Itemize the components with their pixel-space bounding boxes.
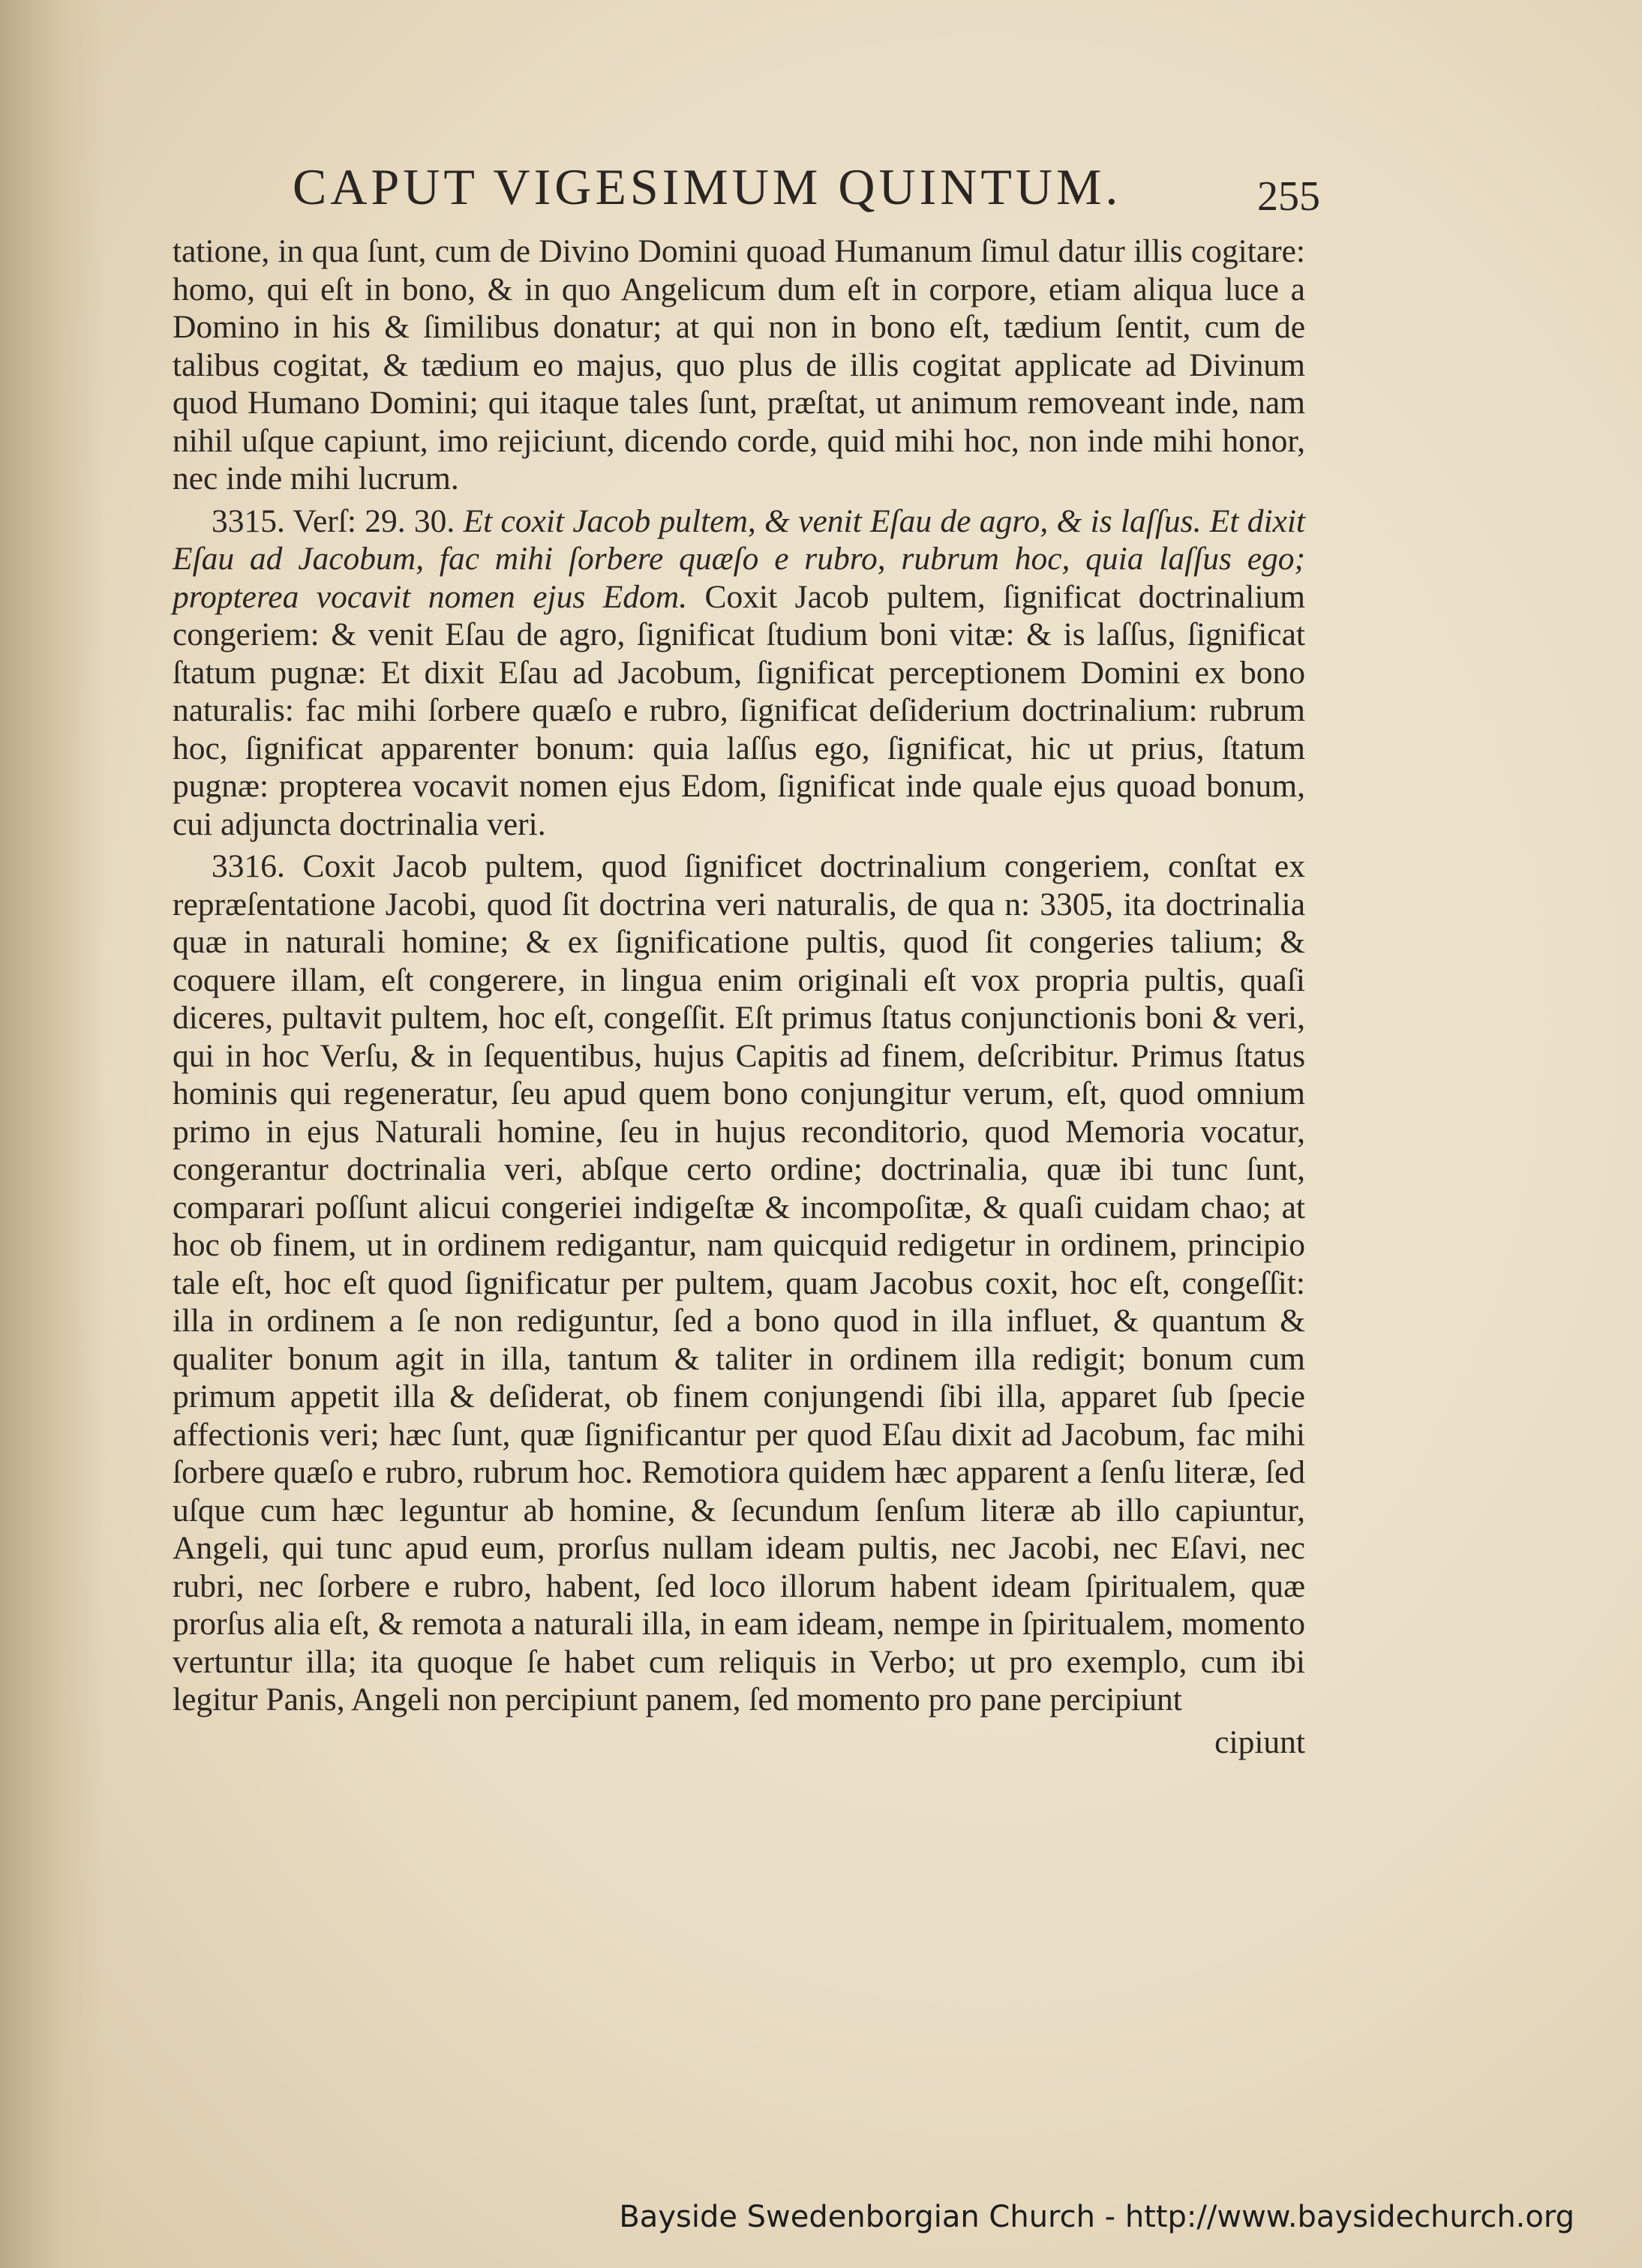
chapter-title: CAPUT VIGESIMUM QUINTUM. <box>293 158 1122 215</box>
running-head <box>173 150 1320 232</box>
watermark-text: Bayside Swedenborgian Church - http://www.baysidechurch.org <box>619 2200 1574 2234</box>
paragraph-lead: 3315. Verſ: 29. 30. <box>212 502 455 539</box>
paragraph-continuation: tatione, in qua ſunt, cum de Divino Domini quoad Humanum ſimul datur illis cogitare: homo, qui eſt in bono, & in quo Angelicum dum eſt in corpore, etiam aliqua luce a Domino in his & ſimilibus donatur; at qui non in bono eſt, tædium ſentit, cum de talibus cogitat, & tædium eo majus, quo plus de illis cogitat applicate ad Divinum quod Humano Domini; qui itaque tales ſunt, præſtat, ut animum removeant inde, nam nihil uſque capiunt, imo rejiciunt, dicendo corde, quid mihi hoc, non inde mihi honor, nec inde mihi lucrum. <box>173 233 1305 496</box>
paragraph-3315 <box>173 502 1305 844</box>
paragraph-3316: 3316. Coxit Jacob pultem, quod ſignificet doctrinalium congeriem, conſtat ex repræſentatione Jacobi, quod ſit doctrina veri naturalis, de qua n: 3305, ita doctrinalia quæ in naturali homine; & ex ſignificatione pultis, quod ſit congeries talium; & coquere illam, eſt congerere, in lingua enim originali eſt vox propria pultis, quaſi diceres, pultavit pultem, hoc eſt, congeſſit. Eſt primus ſtatus conjunctionis boni & veri, qui in hoc Verſu, & in ſequentibus, hujus Capitis ad finem, deſcribitur. Primus ſtatus hominis qui regeneratur, ſeu apud quem bono conjungitur verum, eſt, quod omnium primo in ejus Naturali homine, ſeu in hujus reconditorio, quod Memoria vocatur, congerantur doctrinalia veri, abſque certo ordine; doctrinalia, quæ ibi tunc ſunt, comparari poſſunt alicui congeriei indigeſtæ & incompoſitæ, & quaſi cuidam chao; at hoc ob finem, ut in ordinem redigantur, nam quicquid redigetur in ordinem, principio tale eſt, hoc eſt quod ſignificatur per pultem, quam Jacobus coxit, hoc eſt, congeſſit: illa in ordinem a ſe non rediguntur, ſed a bono quod in illa influet, & quantum & qualiter bonum agit in illa, tantum & taliter in ordinem illa redigit; bonum cum primum appetit illa & deſiderat, ob finem conjungendi ſibi illa, apparet ſub ſpecie affectionis veri; hæc ſunt, quæ ſignificantur per quod Eſau dixit ad Jacobum, fac mihi ſorbere quæſo e rubro, rubrum hoc. Remotiora quidem hæc apparent a ſenſu literæ, ſed uſque cum hæc leguntur ab homine, & ſecundum ſenſum literæ ab illo capiuntur, Angeli, qui tunc apud eum, prorſus nullam ideam pultis, nec Jacobi, nec Eſavi, nec rubri, nec ſorbere e rubro, habent, ſed loco illorum habent ideam ſpiritualem, quæ prorſus alia eſt, & remota a naturali illa, in eam ideam, nempe in ſpiritualem, momento vertuntur illa; ita quoque ſe habet cum reliquis in Verbo; ut pro exemplo, cum ibi legitur Panis, Angeli non percipiunt panem, ſed momento pro pane percipiunt <box>173 848 1305 1718</box>
paragraph-explanation: Coxit Jacob pultem, ſignificat doctrinalium congeriem: & venit Eſau de agro, ſignificat ſtudium boni vitæ: & is laſſus, ſignificat ſtatum pugnæ: Et dixit Eſau ad Jacobum, ſignificat perceptionem Domini ex bono naturalis: fac mihi ſorbere quæſo e rubro, ſignificat deſiderium doctrinalium: rubrum hoc, ſignificat apparenter bonum: quia laſſus ego, ſignificat, hic ut prius, ſtatum pugnæ: propterea vocavit nomen ejus Edom, ſignificat inde quale ejus quoad bonum, cui adjuncta doctrinalia veri. <box>173 578 1305 842</box>
book-page <box>173 150 1320 1761</box>
catchword: cipiunt <box>1214 1724 1305 1760</box>
page-gutter-shadow <box>0 0 105 2268</box>
scripture-quote: Et coxit Jacob pultem, & venit Eſau de agro, & is laſſus. Et dixit Eſau ad Jacobum, fac mihi ſorbere quæſo e rubro, rubrum hoc, quia laſſus ego; propterea vocavit nomen ejus Edom. <box>173 502 1306 615</box>
page-number: 255 <box>1257 173 1320 220</box>
body-text <box>173 232 1305 1719</box>
